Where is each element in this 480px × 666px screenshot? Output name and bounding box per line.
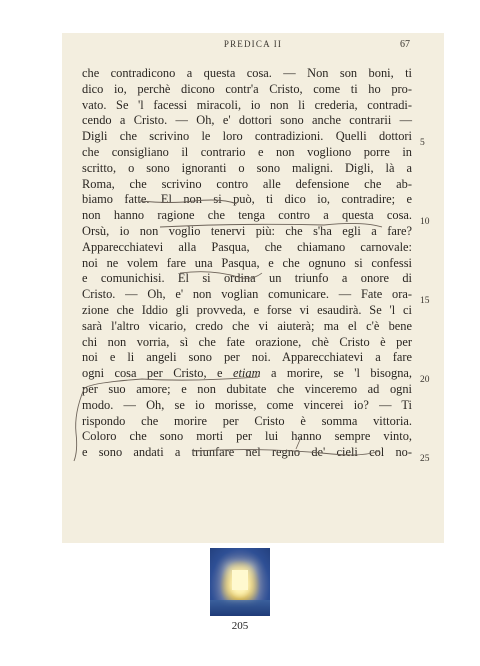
text-line: che consigliano il contrario e non vogliono porre in (82, 144, 412, 159)
text-line: Apparecchiatevi alla Pasqua, che chiamano carnovale: (82, 239, 412, 254)
text-line: dico io, perchè dicono contr'a Cristo, come ti ho pro- (82, 81, 412, 96)
thumbnail-glowing-cube (232, 570, 248, 590)
text-line: rispondo che morire per Cristo è somma vittoria. (82, 413, 412, 428)
text-line: cendo a Cristo. — Oh, e' dottori sono anche contrarii — (82, 113, 412, 128)
text-line: Cristo. — Oh, e' non voglian comunicare. — Fate ora- (82, 287, 412, 302)
text-line: chi non vorria, sì che fate orazione, chè Cristo è per (82, 334, 412, 349)
text-line: noi ne volem fare una Pasqua, e che ognuno si confessi (82, 255, 412, 270)
running-header (62, 39, 444, 53)
text-line: sarà l'altro vicario, credo che vi aiuterà; ma el c'è bene (82, 318, 412, 333)
text-line: Orsù, io non voglio tenervi più: che s'ha egli a fare? (82, 223, 412, 238)
text-line: scritto, o sono ignoranti o sono maligni. Digli, là a (82, 160, 412, 175)
text-line: Digli che scrivino le loro contradizioni. Quelli dottori (82, 129, 412, 144)
text-line: noi e li angeli sono per noi. Apparecchiatevi a fare (82, 350, 412, 365)
line-number: 10 (420, 217, 430, 227)
line-number: 5 (420, 138, 425, 148)
book-page-scan (62, 33, 444, 543)
text-line: per suo amore; e non dubitate che vinceremo ad ogni (82, 381, 412, 396)
body-text (82, 66, 412, 508)
text-line: che contradicono a questa cosa. — Non son boni, ti (82, 66, 412, 80)
text-line: e comunichisi. El si ordina un triunfo a onore di (82, 271, 412, 286)
cover-thumbnail-image (210, 548, 270, 616)
text-line: biamo fatte. El non si può, ti dico io, contradire; e (82, 192, 412, 207)
line-number: 20 (420, 375, 430, 385)
italic-word: etiam (232, 366, 261, 381)
running-title: PREDICA II (223, 39, 283, 49)
thumbnail-ground (210, 600, 270, 616)
text-line (82, 461, 412, 477)
text-line: modo. — Oh, se io morisse, come vincerei io? — Ti (82, 397, 412, 412)
text-line: vato. Se 'l facessi miracoli, io non li crederia, contradi- (82, 97, 412, 112)
line-number: 15 (420, 296, 430, 306)
text-line: Roma, che scrivino contro alle defensione che ab- (82, 176, 412, 191)
text-line: e sono andati a triunfare nel regno de' cieli col no- (82, 445, 412, 460)
text-line (82, 493, 412, 509)
line-number: 25 (420, 454, 430, 464)
text-line: Coloro che sono morti per lui hanno sempre vinto, (82, 429, 412, 444)
text-line: ogni cosa per Cristo, e etiam a morire, se 'l bisogna, (82, 366, 412, 381)
text-line: non hanno ragione che tenga contro a questa cosa. (82, 208, 412, 223)
text-line (82, 477, 412, 493)
text-line: zione che Iddio gli provveda, e forse vi esaudirà. Se 'l ci (82, 302, 412, 317)
footer-page-number: 205 (231, 620, 249, 632)
page-number: 67 (400, 39, 410, 50)
